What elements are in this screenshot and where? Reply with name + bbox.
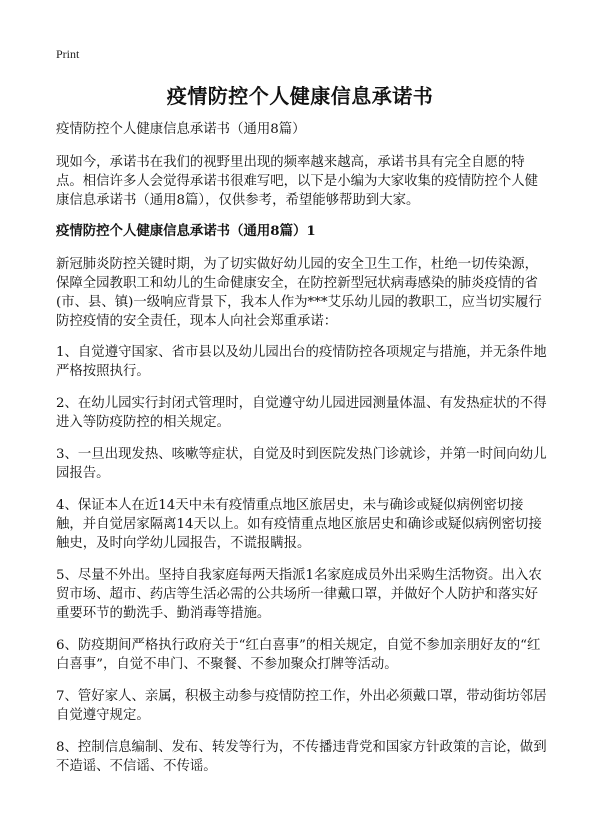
list-item: 1、自觉遵守国家、省市县以及幼儿园出台的疫情防控各项规定与措施，并无条件地严格按照执行。 [56, 345, 547, 379]
list-item: 2、在幼儿园实行封闭式管理时，自觉遵守幼儿园进园测量体温、有发热症状的不得进入等防疫防控的相关规定。 [56, 396, 547, 430]
intro-paragraph: 现如今，承诺书在我们的视野里出现的频率越来越高，承诺书具有完全自愿的特点。相信许多人会觉得承诺书很难写吧，以下是小编为大家收集的疫情防控个人健康信息承诺书（通用8篇），仅供参考，希望能够帮助到大家。 [56, 155, 539, 208]
list-item: 8、控制信息编制、发布、转发等行为，不传播违背党和国家方针政策的言论，做到不造谣、不信谣、不传谣。 [56, 740, 547, 774]
document-body [56, 120, 550, 789]
list-item: 5、尽量不外出。坚持自我家庭每两天指派1名家庭成员外出采购生活物资。出入农贸市场、超市、药店等生活必需的公共场所一律戴口罩，并做好个人防护和落实好重要环节的勤洗手、勤消毒等措施。 [56, 568, 542, 621]
list-item: 3、一旦出现发热、咳嗽等症状，自觉及时到医院发热门诊就诊，并第一时间向幼儿园报告。 [56, 447, 547, 481]
list-item: 6、防疫期间严格执行政府关于“红白喜事”的相关规定，自觉不参加亲朋好友的“红白喜事”，自觉不串门、不聚餐、不参加聚众打牌等活动。 [56, 638, 541, 672]
document-title: 疫情防控个人健康信息承诺书 [166, 84, 434, 108]
list-item: 4、保证本人在近14天中未有疫情重点地区旅居史，未与确诊或疑似病例密切接触，并自觉居家隔离14天以上。如有疫情重点地区旅居史和确诊或疑似病例密切接触史，及时向学幼儿园报告，不谎报瞒报。 [56, 498, 542, 551]
document-subtitle: 疫情防控个人健康信息承诺书（通用8篇） [56, 122, 306, 137]
body-paragraph: 新冠肺炎防控关键时期，为了切实做好幼儿园的安全卫生工作，杜绝一切传染源，保障全园教职工和幼儿的生命健康安全，在防控新型冠状病毒感染的肺炎疫情的省(市、县、镇)一级响应背景下，我本人作为***艾乐幼儿园的教职工，应当切实履行防控疫情的安全责任，现本人向社会郑重承诺： [56, 257, 542, 329]
list-item: 7、管好家人、亲属，积极主动参与疫情防控工作，外出必须戴口罩，带动街坊邻居自觉遵守规定。 [56, 689, 547, 723]
print-link[interactable]: Print [56, 47, 80, 61]
section-heading: 疫情防控个人健康信息承诺书（通用8篇）1 [56, 223, 316, 239]
